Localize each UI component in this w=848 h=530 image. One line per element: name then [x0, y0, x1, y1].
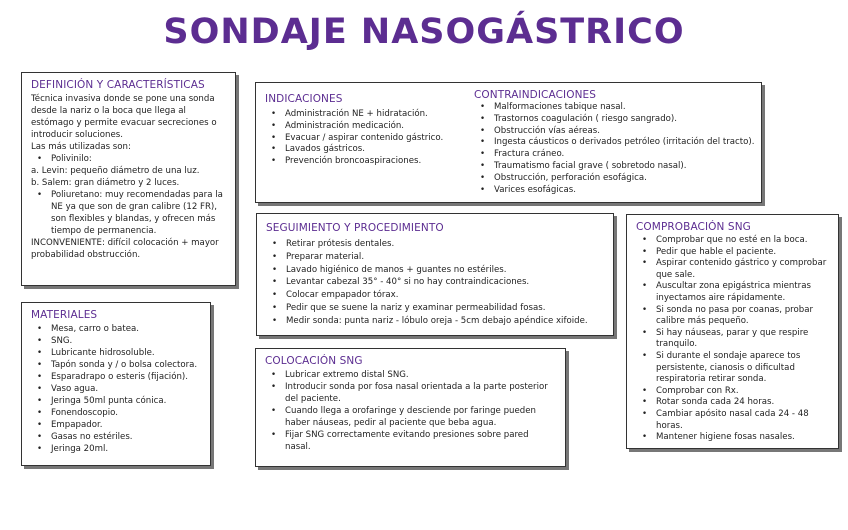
list-item: • Introducir sonda por fosa nasal orientada a la parte posterior del paciente.	[265, 381, 556, 405]
list-item: • Preparar material.	[266, 251, 604, 264]
list-item: • Si durante el sondaje aparece tos persistente, cianosis o dificultad respiratoria retirar sonda.	[636, 351, 829, 386]
list-item: • Lavados gástricos.	[265, 144, 465, 156]
definicion-inconveniente: INCONVENIENTE: difícil colocación + mayor probabilidad obstrucción.	[31, 238, 219, 260]
list-item: • Si hay náuseas, parar y que respire tranquilo.	[636, 328, 829, 351]
definicion-polivinilo: • Polivinilo:	[31, 153, 226, 165]
indicaciones-section	[265, 89, 465, 168]
list-item: • Comprobar con Rx.	[636, 386, 829, 398]
definicion-mas-utilizadas: Las más utilizadas son:	[31, 142, 131, 152]
list-item: • Fonendoscopio.	[31, 407, 201, 419]
list-item: • Cambiar apósito nasal cada 24 - 48 horas.	[636, 409, 829, 432]
list-item: • Esparadrapo o esteris (fijación).	[31, 371, 201, 383]
list-item: • Lavado higiénico de manos + guantes no estériles.	[266, 264, 604, 277]
page-title: SONDAJE NASOGÁSTRICO	[163, 12, 685, 52]
definicion-levin: a. Levin: pequeño diámetro de una luz.	[31, 166, 200, 176]
contraindicaciones-section	[474, 88, 759, 196]
list-item: • Fractura cráneo.	[474, 149, 759, 161]
list-item: • Levantar cabezal 35° - 40° si no hay contraindicaciones.	[266, 276, 604, 289]
list-item: • Mesa, carro o batea.	[31, 323, 201, 335]
definicion-salem: b. Salem: gran diámetro y 2 luces.	[31, 178, 180, 188]
list-item: • Evacuar / aspirar contenido gástrico.	[265, 133, 465, 145]
list-item: • Trastornos coagulación ( riesgo sangrado).	[474, 114, 759, 126]
list-item: • Retirar prótesis dentales.	[266, 238, 604, 251]
definicion-poliuretano: • Poliuretano: muy recomendadas para la NE ya que son de gran calibre (12 FR), son flexibles y blandas, y ofrecen más tiempo de permanencia.	[31, 189, 226, 237]
list-item: • Jeringa 50ml punta cónica.	[31, 395, 201, 407]
list-item: • Rotar sonda cada 24 horas.	[636, 397, 829, 409]
list-item: • Ingesta cáusticos o derivados petróleo (irritación del tracto).	[474, 137, 759, 149]
list-item: • Malformaciones tabique nasal.	[474, 102, 759, 114]
definicion-intro: Técnica invasiva donde se pone una sonda desde la nariz o la boca que llega al estómago y permite evacuar secreciones o introducir soluciones.	[31, 94, 217, 140]
list-item: • Cuando llega a orofaringe y desciende por faringe pueden haber náuseas, pedir al paciente que beba agua.	[265, 405, 556, 429]
comprobacion-card	[626, 214, 839, 449]
indicaciones-card	[255, 82, 762, 203]
list-item: • Si sonda no pasa por coanas, probar calibre más pequeño.	[636, 305, 829, 328]
list-item: • Vaso agua.	[31, 383, 201, 395]
seguimiento-heading: SEGUIMIENTO Y PROCEDIMIENTO	[266, 222, 444, 234]
list-item: • Gasas no estériles.	[31, 431, 201, 443]
list-item: • Empapador.	[31, 419, 201, 431]
indicaciones-heading: INDICACIONES	[265, 93, 343, 105]
list-item: • SNG.	[31, 335, 201, 347]
list-item: • Traumatismo facial grave ( sobretodo nasal).	[474, 161, 759, 173]
list-item: • Aspirar contenido gástrico y comprobar que sale.	[636, 258, 829, 281]
comprobacion-heading: COMPROBACIÓN SNG	[636, 221, 751, 233]
list-item: • Mantener higiene fosas nasales.	[636, 432, 829, 444]
list-item: • Pedir que se suene la nariz y examinar permeabilidad fosas.	[266, 302, 604, 315]
list-item: • Auscultar zona epigástrica mientras inyectamos aire rápidamente.	[636, 281, 829, 304]
list-item: • Tapón sonda y / o bolsa colectora.	[31, 359, 201, 371]
definicion-heading: DEFINICIÓN Y CARACTERÍSTICAS	[31, 79, 205, 91]
materiales-card	[21, 302, 211, 466]
list-item: • Varices esofágicas.	[474, 185, 759, 197]
materiales-heading: MATERIALES	[31, 309, 98, 321]
list-item: • Prevención broncoaspiraciones.	[265, 156, 465, 168]
list-item: • Medir sonda: punta nariz - lóbulo oreja - 5cm debajo apéndice xifoide.	[266, 315, 604, 328]
list-item: • Comprobar que no esté en la boca.	[636, 235, 829, 247]
list-item: • Pedir que hable el paciente.	[636, 247, 829, 259]
list-item: • Colocar empapador tórax.	[266, 289, 604, 302]
list-item: • Administración NE + hidratación.	[265, 109, 465, 121]
definicion-card	[21, 72, 236, 286]
list-item: • Lubricar extremo distal SNG.	[265, 369, 556, 381]
list-item: • Obstrucción, perforación esofágica.	[474, 173, 759, 185]
list-item: • Administración medicación.	[265, 121, 465, 133]
list-item: • Jeringa 20ml.	[31, 443, 201, 455]
contraindicaciones-heading: CONTRAINDICACIONES	[474, 89, 597, 101]
list-item: • Obstrucción vías aéreas.	[474, 126, 759, 138]
list-item: • Lubricante hidrosoluble.	[31, 347, 201, 359]
list-item: • Fijar SNG correctamente evitando presiones sobre pared nasal.	[265, 429, 556, 453]
colocacion-heading: COLOCACIÓN SNG	[265, 355, 363, 367]
colocacion-card	[255, 348, 566, 467]
seguimiento-card	[256, 213, 614, 336]
